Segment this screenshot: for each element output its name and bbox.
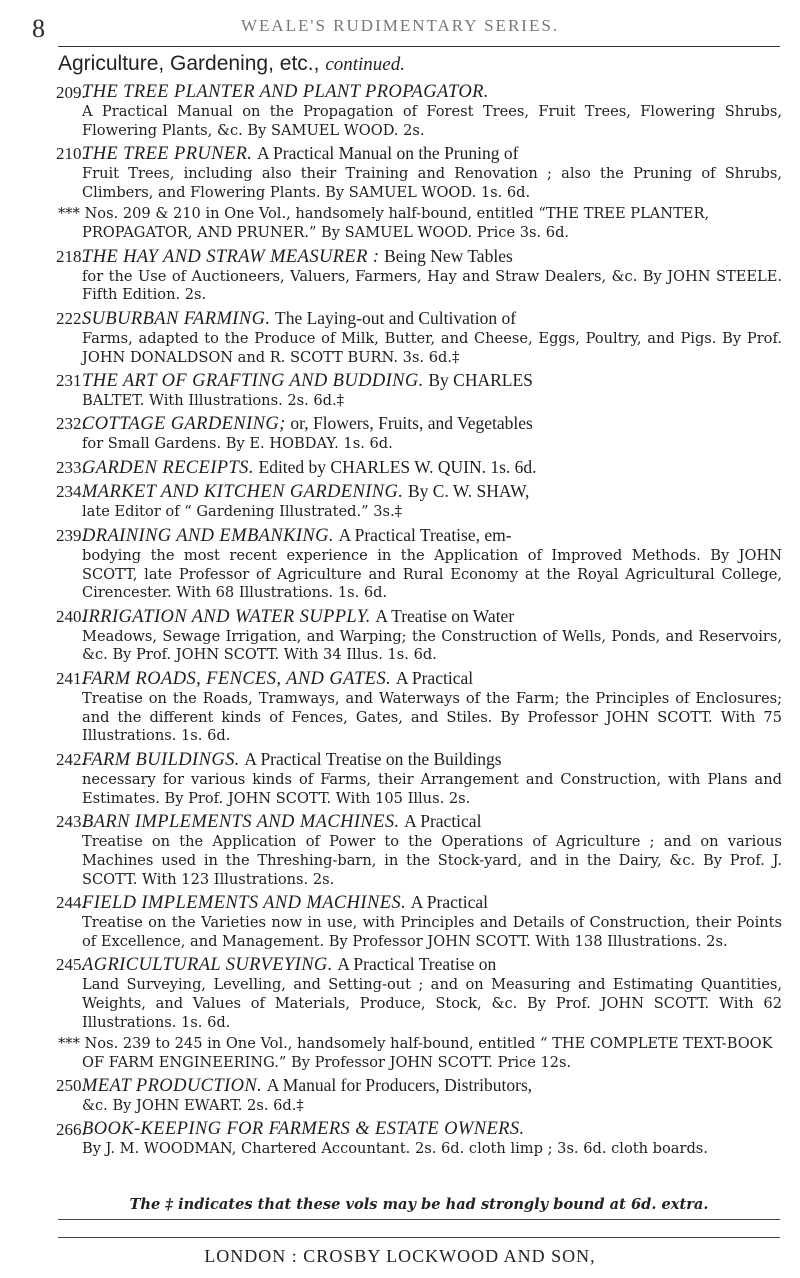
page-number: 8 [32,14,45,43]
catalogue-entry [58,246,782,306]
section-title-text: Agriculture, Gardening, etc., [58,52,320,75]
entry-number: 231 [56,370,82,390]
entry-number: 250. [56,1076,86,1096]
entry-number: 239. [56,525,86,545]
catalogue-entry [58,811,782,889]
catalogue-entry [58,954,782,1032]
catalogue-entry [58,143,782,203]
header-rule [58,46,780,47]
entry-title: BOOK-KEEPING FOR FARMERS & ESTATE OWNERS. [82,1118,525,1139]
entry-description: &c. By JOHN EWART. 2s. 6d.‡ [82,1097,304,1115]
entry-lead-text: Edited by CHARLES W. QUIN. 1s. 6d. [258,456,537,477]
entry-title: FIELD IMPLEMENTS AND MACHINES. [82,893,407,914]
entry-title: COTTAGE GARDENING; [82,414,286,435]
entry-title: SUBURBAN FARMING. [82,308,271,329]
entry-title: FARM ROADS, FENCES, AND GATES. [82,668,392,689]
entry-lead-text: A Practical Treatise on the Buildings [244,748,502,769]
entry-lead-text: A Practical [404,811,482,832]
catalogue-entry [58,668,782,746]
catalogue-entry [58,370,782,411]
entry-description: BALTET. With Illustrations. 2s. 6d.‡ [82,391,344,409]
entry-title: MEAT PRODUCTION. [82,1076,263,1097]
entry-description: A Practical Manual on the Propagation of Forest Trees, Fruit Trees, Flowering Shrubs, Flowering Plants, &c. By SAMUEL WOOD. 2s. [82,103,782,139]
section-continued: continued. [325,54,405,75]
entry-title: MARKET AND KITCHEN GARDENING. [82,482,404,503]
entry-title: FARM BUILDINGS. [82,749,240,770]
footer-rule-lower [58,1237,780,1238]
entry-number: 218. [56,246,86,266]
entry-lead-text: A Practical [395,667,474,688]
running-head: WEALE'S RUDIMENTARY SERIES. [240,16,560,35]
entry-number: 245. [56,955,86,975]
entry-number: 242. [56,749,86,769]
entry-number: 244. [56,893,86,913]
entry-number: 232. [56,414,86,434]
entry-lead-text: A Manual for Producers, Distributors, [266,1075,533,1096]
entry-number: 222. [56,308,86,328]
entry-lead-text: By CHARLES [428,369,533,390]
entry-number: 241. [56,668,86,688]
entry-description: for the Use of Auctioneers, Valuers, Farmers, Hay and Straw Dealers, &c. By JOHN STEELE. Fifth Edition. 2s. [82,267,782,304]
entry-lead-text: A Practical Treatise on [337,954,497,975]
entry-description: Treatise on the Varieties now in use, with Principles and Details of Construction, their Points of Excellence, and Management. By Professor JOHN SCOTT. With 138 Illustrations. 2s. [82,914,782,950]
entry-lead-text: or, Flowers, Fruits, and Vegetables [290,413,533,434]
volume-note: *** Nos. 209 & 210 in One Vol., handsomely half-bound, entitled “THE TREE PLANTER, PROPAGATOR, AND PRUNER.” By SAMUEL WOOD. Price 3s. 6d. [58,205,710,242]
entry-title: THE ART OF GRAFTING AND BUDDING. [82,370,424,391]
catalogue-entry [58,892,782,952]
entry-number: 240. [56,606,86,626]
footnote: The ‡ indicates that these vols may be had strongly bound at 6d. extra. [129,1196,709,1213]
catalogue-entry [58,606,782,666]
entry-lead-text: The Laying-out and Cultivation of [275,307,517,328]
entry-number: 243. [56,812,86,832]
catalogue-entry [58,82,782,141]
entry-title: DRAINING AND EMBANKING. [82,525,334,546]
entry-lead-text: Being New Tables [384,245,513,266]
entry-description: bodying the most recent experience in the Application of Improved Methods. By JOHN SCOTT, late Professor of Agriculture and Rural Economy at the Royal Agricultural College, Cirencester. With 68 Illustrations. 1s. 6d. [82,546,782,602]
entry-description: Treatise on the Application of Power to the Operations of Agriculture ; and on various Machines used in the Threshing-barn, in the Stock-yard, and in the Dairy, &c. By Prof. J. SCOTT. With 123 Illustrations. 2s. [82,833,782,888]
entry-description: Treatise on the Roads, Tramways, and Waterways of the Farm; the Principles of Enclosures; and the different kinds of Fences, Gates, and Stiles. By Professor JOHN SCOTT. With 75 Illustrations. 1s. 6d. [82,689,782,745]
entry-lead-text: A Practical Manual on the Pruning of [256,143,519,164]
entry-description: Farms, adapted to the Produce of Milk, Butter, and Cheese, Eggs, Poultry, and Pigs. By Prof. JOHN DONALDSON and R. SCOTT BURN. 3s. 6d.‡ [82,329,782,366]
entry-title: THE TREE PRUNER. [82,144,253,165]
entry-description: Fruit Trees, including also their Training and Renovation ; also the Pruning of Shrubs, Climbers, and Flowering Plants. By SAMUEL WOOD. 1s. 6d. [82,165,782,201]
entry-number: 266. [56,1119,86,1139]
entry-lead-text: By C. W. SHAW, [407,481,530,502]
catalogue-entry [58,457,782,479]
entry-lead-text: A Practical [410,892,488,913]
entry-description: necessary for various kinds of Farms, their Arrangement and Construction, with Plans and Estimates. By Prof. JOHN SCOTT. With 105 Illus. 2s. [82,770,782,807]
catalogue-entry [58,308,782,368]
catalogue-entry [58,1075,782,1116]
entry-list [58,82,782,1161]
footer-rule [58,1219,780,1220]
entry-description: for Small Gardens. By E. HOBDAY. 1s. 6d. [82,435,393,453]
entry-lead-text: A Treatise on Water [375,605,515,626]
section-title [58,52,778,76]
entry-title: IRRIGATION AND WATER SUPPLY. [82,606,371,627]
entry-description: By J. M. WOODMAN, Chartered Accountant. 2s. 6d. cloth limp ; 3s. 6d. cloth boards. [82,1139,708,1157]
catalogue-entry [58,525,782,603]
entry-number: 233. [56,457,86,477]
entry-title: GARDEN RECEIPTS. [82,457,254,478]
entry-title: BARN IMPLEMENTS AND MACHINES. [82,812,400,833]
entry-number: 209. [56,83,86,102]
entry-description: Meadows, Sewage Irrigation, and Warping; the Construction of Wells, Ponds, and Reservoirs, &c. By Prof. JOHN SCOTT. With 34 Illus. 1s. 6d. [82,627,782,664]
catalogue-entry [58,749,782,809]
catalogue-entry [58,481,782,522]
entry-number: 234. [56,482,86,502]
entry-number: 210. [56,144,86,164]
entry-title: AGRICULTURAL SURVEYING. [82,955,333,976]
entry-description: Land Surveying, Levelling, and Setting-out ; and on Measuring and Estimating Quantities, Weights, and Values of Materials, Produce, Stock, &c. By Prof. JOHN SCOTT. With 62 Illustrations. 1s. 6d. [82,976,782,1031]
volume-note: *** Nos. 239 to 245 in One Vol., handsomely half-bound, entitled “ THE COMPLETE TEXT-BOOK OF FARM ENGINEERING.” By Professor JOHN SCOTT. Price 12s. [58,1035,773,1071]
catalogue-entry [58,413,782,454]
publisher-imprint: LONDON : CROSBY LOCKWOOD AND SON, [204,1246,596,1266]
entry-title: THE TREE PLANTER AND PLANT PROPAGATOR. [82,82,489,102]
entry-title: THE HAY AND STRAW MEASURER : [82,246,380,267]
entry-description: late Editor of “ Gardening Illustrated.” 3s.‡ [82,503,402,521]
entry-lead-text: A Practical Treatise, em- [338,524,512,545]
catalogue-entry [58,1119,782,1159]
